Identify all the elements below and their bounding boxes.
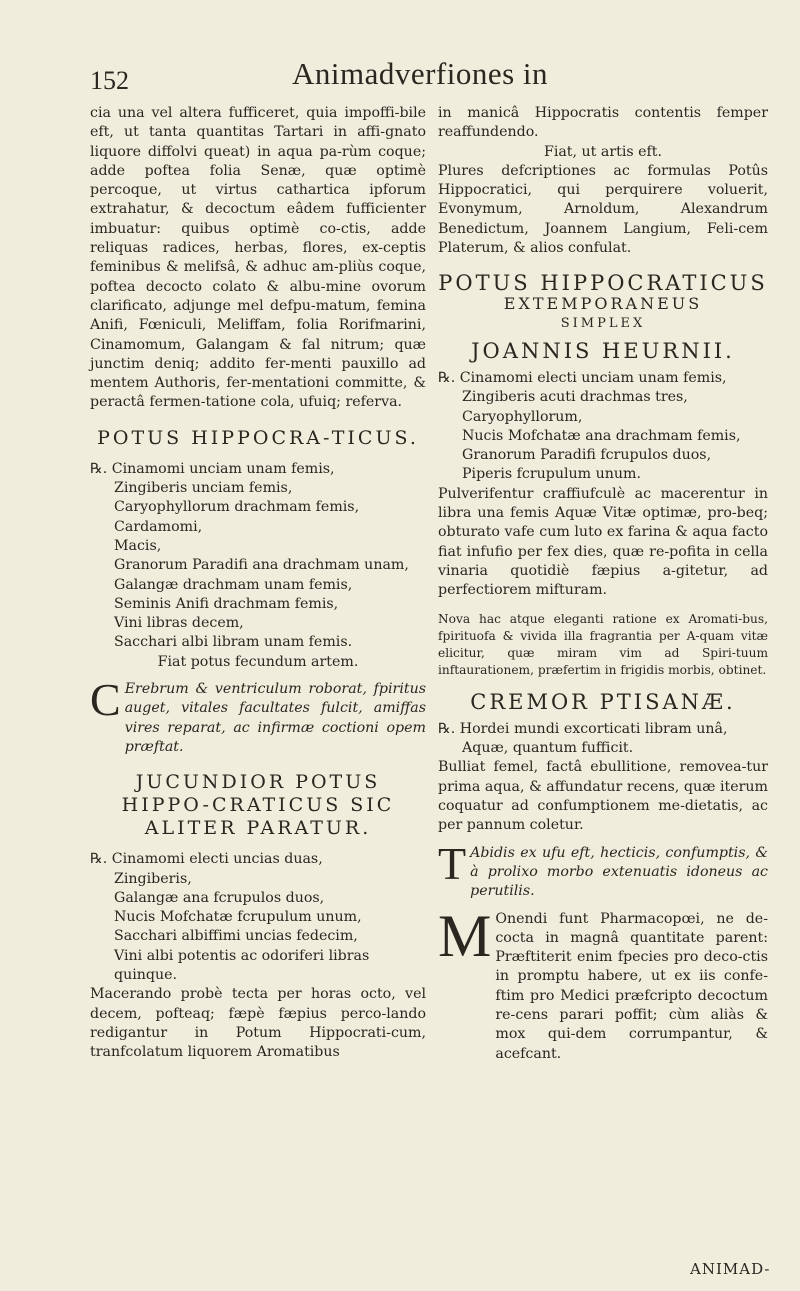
right-paragraph-3: Pulverifentur craffiufculè ac macerentur in libra una femis Aquæ Vitæ optimæ, pro-beq; obturato vafe cum luto ex farina & aqua facto fiat infufio per fex dies, quæ re-pofita in cella vinaria quotidiè fæpius a-gitetur, ad perfectiorem mifturam. bbox=[438, 485, 768, 599]
recipe-line: Granorum Paradifi ana drachmam unam, bbox=[114, 557, 409, 574]
running-head: Animadverfiones in bbox=[291, 56, 549, 91]
recipe-line: Sacchari albi libram unam femis. bbox=[114, 634, 353, 651]
fiat-line: Fiat, ut artis eft. bbox=[543, 143, 663, 160]
italic-note-right bbox=[438, 837, 768, 902]
heading-joannis-heurnii: JOANNIS HEURNII. bbox=[471, 338, 735, 363]
recipe-line: ℞. Cinamomi electi unciam unam femis, bbox=[438, 369, 727, 386]
recipe-line: Vini albi potentis ac odoriferi libras quinque. bbox=[114, 947, 370, 983]
recipe-line: Zingiberis unciam femis, bbox=[114, 480, 293, 497]
recipe-line: Caryophyllorum, bbox=[462, 408, 583, 425]
recipe-line: Aquæ, quantum fufficit. bbox=[462, 740, 634, 757]
final-paragraph bbox=[438, 902, 768, 1064]
recipe-line: Nucis Mofchatæ ana drachmam femis, bbox=[462, 427, 741, 444]
recipe-line: Galangæ drachmam unam femis, bbox=[114, 576, 353, 593]
recipe-line: Vini libras decem, bbox=[114, 615, 244, 632]
recipe-line: Sacchari albiffimi uncias fedecim, bbox=[114, 928, 358, 945]
drop-cap: C bbox=[90, 674, 121, 726]
drop-cap: T bbox=[438, 837, 467, 889]
heading-jucundior: JUCUNDIOR POTUS HIPPO-CRATICUS SIC ALITER PARATUR. bbox=[121, 771, 395, 840]
heading-cremor-ptisanae: CREMOR PTISANÆ. bbox=[470, 689, 736, 714]
recipe-line: Nucis Mofchatæ fcrupulum unum, bbox=[114, 909, 362, 926]
left-paragraph-1: cia una vel altera fufficeret, quia impoffi-bile eft, ut tanta quantitas Tartari in affi-gnato liquore diffolvi queat) in aqua pa-rùm coque; adde poftea folia Senæ, quæ optimè percoque, ut virtus cathartica ipforum extrahatur, & decoctum eâdem fufficienter imbuatur: quibus optimè co-ctis, adde reliquas radices, herbas, flores, ex-ceptis feminibus & melifsâ, & adhuc am-pliùs coque, poftea decocto colato & albu-mine ovorum clarificato, adjunge mel defpu-matum, femina Anifi, Fœniculi, Meliffam, folia Rorifmarini, Cinamomum, Galangam & fal nitrum; quæ junctim deniq; addito fer-menti pauxillo ad mentem Authoris, fer-mentationi committe, & peractâ fermen-tatione cola, ufuiq; referva. bbox=[90, 105, 426, 411]
recipe-line: Zingiberis acuti drachmas tres, bbox=[462, 389, 688, 406]
recipe-1 bbox=[90, 460, 426, 653]
recipe-line: ℞. Cinamomi unciam unam femis, bbox=[90, 460, 335, 477]
recipe-line: Granorum Paradifi fcrupulos duos, bbox=[462, 447, 712, 464]
fiat-line: Fiat potus fecundum artem. bbox=[157, 653, 359, 670]
recipe-right bbox=[438, 369, 768, 485]
recipe-line: Piperis fcrupulum unum. bbox=[462, 466, 642, 483]
heading-extemporaneus: EXTEMPORANEUS bbox=[503, 293, 703, 313]
page-number: 152 bbox=[90, 66, 129, 95]
heading-potus-extemporaneus: POTUS HIPPOCRATICUS bbox=[438, 271, 768, 296]
recipe-line: Cardamomi, bbox=[114, 518, 203, 535]
right-paragraph-4: Bulliat femel, factâ ebullitione, removea-tur prima aqua, & affundatur recens, quæ iterum coquatur ad confumptionem me-dietatis, ac per pannum coletur. bbox=[438, 759, 768, 834]
heading-simplex: SIMPLEX bbox=[560, 315, 646, 331]
recipe-line: Macis, bbox=[114, 537, 162, 554]
recipe-line: ℞. Cinamomi electi uncias duas, bbox=[90, 851, 323, 868]
small-note: Nova hac atque eleganti ratione ex Aromati-bus, fpirituofa & vivida illa fragrantia per A-quam vitæ elicitur, quæ miram vim ad Spiri-tuum inftaurationem, præfertim in frigidis morbis, obtinet. bbox=[438, 611, 768, 677]
recipe-line: Caryophyllorum drachmam femis, bbox=[114, 499, 360, 516]
right-paragraph-2: Plures defcriptiones ac formulas Potûs Hippocratici, qui perquirere voluerit, Evonymum, Arnoldum, Alexandrum Benedictum, Joannem Langium, Feli-cem Platerum, & alios confulat. bbox=[438, 162, 768, 257]
right-paragraph-1: in manicâ Hippocratis contentis femper reaffundendo. bbox=[438, 105, 768, 141]
italic-note-text: Erebrum & ventriculum roborat, fpiritus auget, vitales facultates fulcit, amiffas vires reparat, ac infirmæ coctioni opem præftat. bbox=[124, 681, 426, 755]
recipe-line: Zingiberis, bbox=[114, 870, 192, 887]
right-column bbox=[438, 104, 768, 1064]
heading-potus-hippocraticus: POTUS HIPPOCRA-TICUS. bbox=[97, 426, 419, 449]
left-column bbox=[90, 104, 426, 1062]
recipe-line: ℞. Hordei mundi excorticati libram unâ, bbox=[438, 720, 728, 737]
recipe-line: Seminis Anifi drachmam femis, bbox=[114, 595, 339, 612]
italic-note-text: Abidis ex ufu eft, hecticis, confumptis, & à prolixo morbo extenuatis idoneus ac perutilis. bbox=[470, 844, 768, 900]
left-paragraph-end: Macerando probè tecta per horas octo, vel decem, pofteaq; fæpè fæpius perco-lando redigantur in Potum Hippocrati-cum, tranfcolatum liquorem Aromatibus bbox=[90, 986, 426, 1061]
final-paragraph-text: Onendi funt Pharmacopœi, ne de-cocta in magnâ quantitate parent: Præftiterit enim fpecies pro deco-ctis in promptu habere, ut ex iis confe-ftim pro Medici præfcripto decoctum re-cens parari poffit; cùm aliàs & mox qui-dem corrumpantur, & acefcant. bbox=[495, 910, 768, 1062]
catchword: ANIMAD- bbox=[690, 1260, 771, 1278]
recipe-line: Galangæ ana fcrupulos duos, bbox=[114, 889, 325, 906]
italic-note bbox=[90, 674, 426, 757]
drop-cap: M bbox=[438, 902, 492, 969]
recipe-2 bbox=[90, 850, 426, 985]
